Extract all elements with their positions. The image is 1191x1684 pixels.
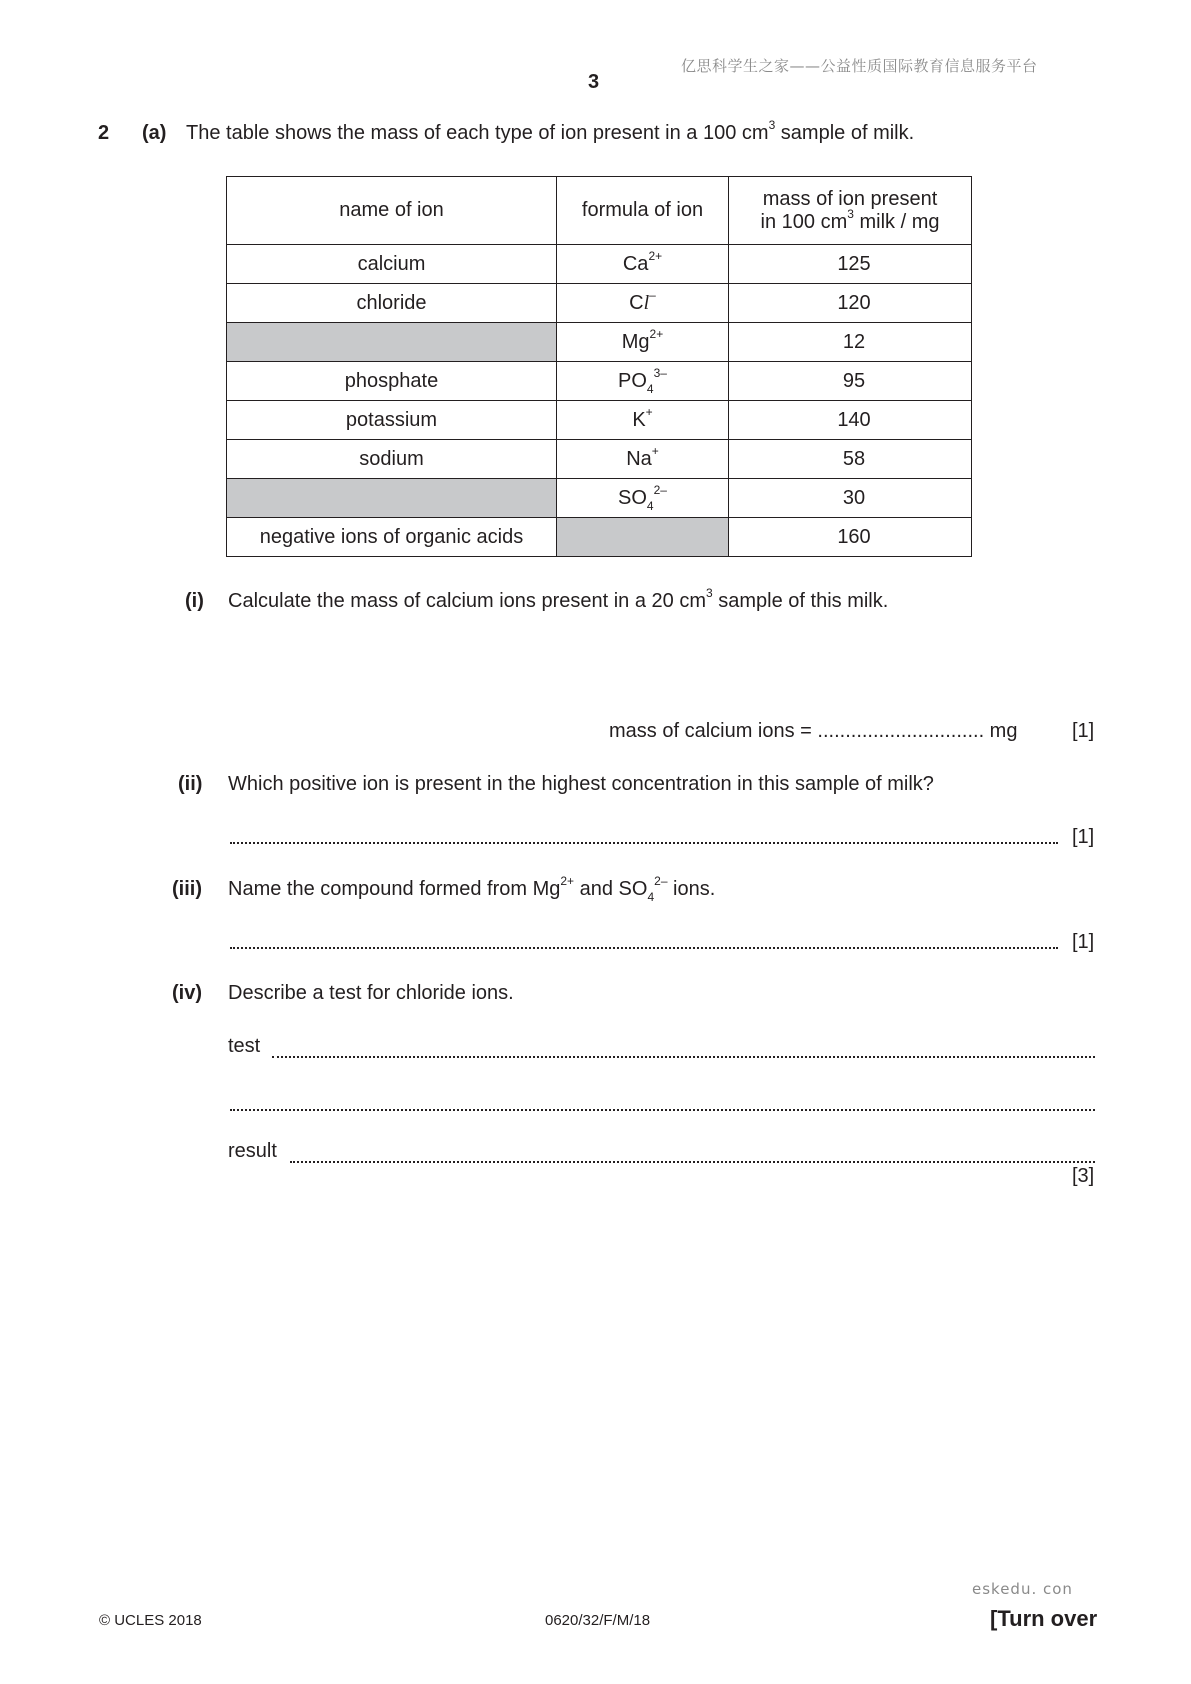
part-iii-answer-line[interactable] <box>230 927 1058 949</box>
test-answer-line-2[interactable] <box>230 1089 1095 1111</box>
ion-mass-cell: 140 <box>729 401 972 440</box>
part-iv-label: (iv) <box>172 982 202 1004</box>
ion-name-cell <box>227 479 557 518</box>
table-row <box>227 440 972 479</box>
ion-mass-cell: 160 <box>729 518 972 557</box>
ion-formula-cell: $PO_4^{3-}$ <box>557 362 729 401</box>
ion-formula-cell: Cl– <box>557 284 729 323</box>
table-row <box>227 518 972 557</box>
page-number: 3 <box>588 71 600 93</box>
ion-name-cell <box>227 323 557 362</box>
ion-formula-cell: Na+ <box>557 440 729 479</box>
question-part-label: (a) <box>142 122 167 144</box>
calcium-mass-answer-line[interactable]: mass of calcium ions = .............................. mg <box>609 720 1018 742</box>
ion-mass-cell: 12 <box>729 323 972 362</box>
part-ii-text: Which positive ion is present in the highest concentration in this sample of milk? <box>228 773 934 795</box>
part-iv-marks: [3] <box>1072 1165 1095 1187</box>
part-i-marks: [1] <box>1072 720 1095 742</box>
result-answer-line[interactable] <box>290 1141 1095 1163</box>
ion-mass-cell: 95 <box>729 362 972 401</box>
question-number: 2 <box>98 122 110 144</box>
question-intro: The table shows the mass of each type of ion present in a 100 $cm^3$ sample of milk. <box>186 118 915 144</box>
table-row <box>227 479 972 518</box>
ion-mass-cell: 58 <box>729 440 972 479</box>
ion-formula-cell <box>557 518 729 557</box>
table-row <box>227 362 972 401</box>
table-row <box>227 323 972 362</box>
header-watermark: 亿思科学生之家——公益性质国际教育信息服务平台 <box>681 57 1038 75</box>
ion-name-cell: phosphate <box>227 362 557 401</box>
ion-mass-cell: 30 <box>729 479 972 518</box>
footer-paper-code: 0620/32/F/M/18 <box>545 1612 651 1629</box>
ion-name-cell: sodium <box>227 440 557 479</box>
table-row <box>227 245 972 284</box>
part-ii-marks: [1] <box>1072 826 1095 848</box>
footer-watermark: eskedu. con <box>972 1580 1073 1598</box>
part-iii-marks: [1] <box>1072 931 1095 953</box>
part-iv-text: Describe a test for chloride ions. <box>228 982 514 1004</box>
table-row <box>227 284 972 323</box>
part-i-label: (i) <box>185 590 204 612</box>
ion-name-cell: calcium <box>227 245 557 284</box>
header-name-of-ion: name of ion <box>227 177 557 245</box>
header-mass-of-ion: mass of ion present in 100 $cm^3$ milk / mg <box>729 177 972 245</box>
part-i-text: Calculate the mass of calcium ions present in a 20 $cm^3$ sample of this milk. <box>228 586 889 612</box>
part-ii-label: (ii) <box>178 773 203 795</box>
ion-mass-table <box>226 176 972 557</box>
ion-name-cell: potassium <box>227 401 557 440</box>
ion-formula-cell: $SO_4^{2-}$ <box>557 479 729 518</box>
table-header-row <box>227 177 972 245</box>
part-iii-text: Name the compound formed from $Mg^{2+}$ and $SO_4^{2-}$ ions. <box>228 874 716 904</box>
part-iii-label: (iii) <box>172 878 202 900</box>
ion-name-cell: negative ions of organic acids <box>227 518 557 557</box>
ion-formula-cell: $Ca^{2+}$ <box>557 245 729 284</box>
result-label: result <box>228 1140 277 1162</box>
part-ii-answer-line[interactable] <box>230 822 1058 844</box>
ion-name-cell: chloride <box>227 284 557 323</box>
footer-copyright: © UCLES 2018 <box>99 1612 202 1629</box>
test-label: test <box>228 1035 261 1057</box>
table-row <box>227 401 972 440</box>
test-answer-line[interactable] <box>272 1036 1095 1058</box>
turn-over-label: [Turn over <box>990 1606 1098 1631</box>
ion-formula-cell: $Mg^{2+}$ <box>557 323 729 362</box>
ion-mass-cell: 125 <box>729 245 972 284</box>
ion-mass-cell: 120 <box>729 284 972 323</box>
header-formula-of-ion: formula of ion <box>557 177 729 245</box>
ion-formula-cell: K+ <box>557 401 729 440</box>
